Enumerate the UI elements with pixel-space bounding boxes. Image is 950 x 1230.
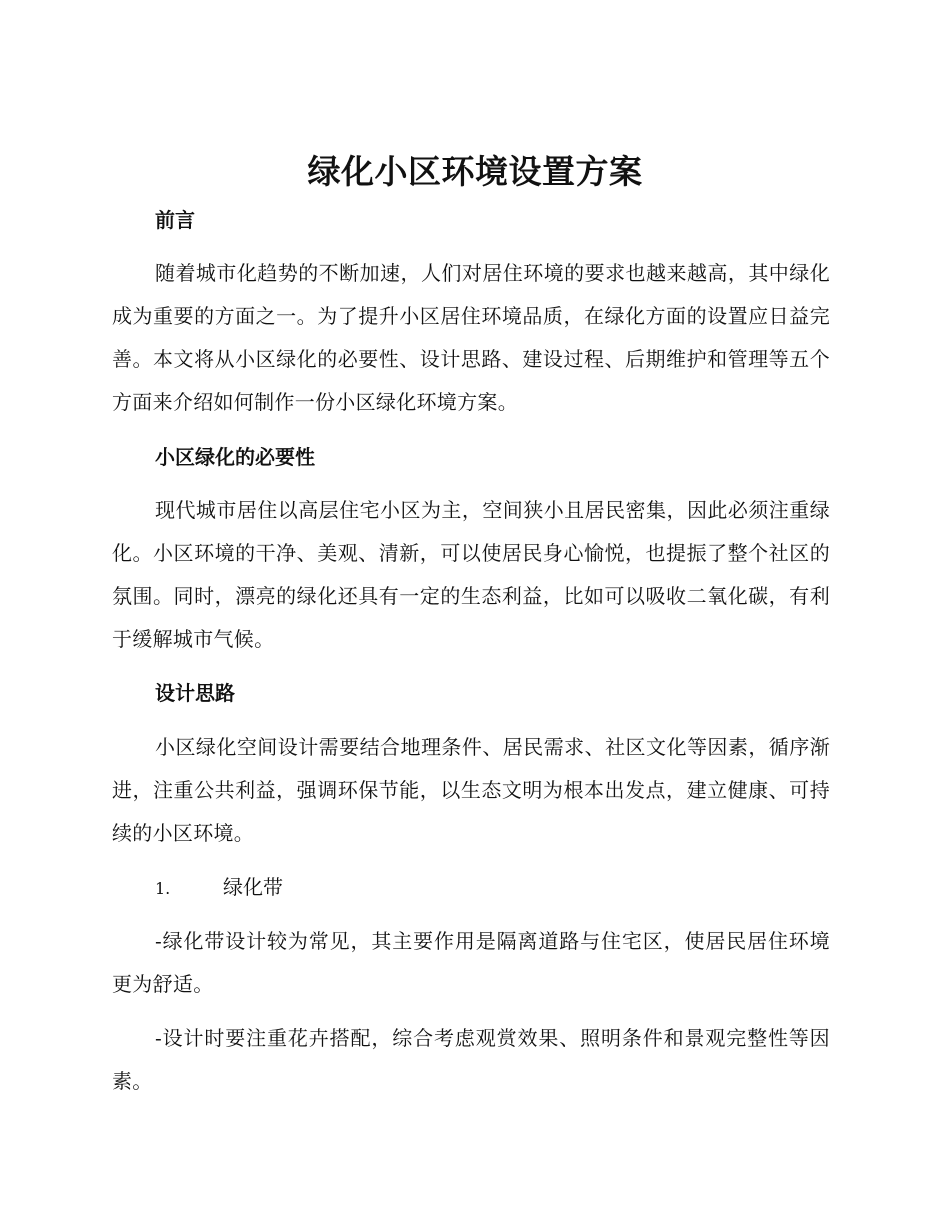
document-title: 绿化小区环境设置方案	[307, 152, 643, 191]
list-item-green-belt	[155, 872, 283, 904]
paragraph-design: 小区绿化空间设计需要结合地理条件、居民需求、社区文化等因素，循序渐进，注重公共利益，强调环保节能，以生态文明为根本出发点，建立健康、可持续的小区环境。	[112, 735, 830, 845]
section-heading-design: 设计思路	[155, 681, 235, 705]
section-heading-necessity: 小区绿化的必要性	[155, 445, 315, 469]
paragraph-bullet-1: -绿化带设计较为常见，其主要作用是隔离道路与住宅区，使居民居住环境更为舒适。	[112, 929, 830, 996]
paragraph-bullet-2: -设计时要注重花卉搭配，综合考虑观赏效果、照明条件和景观完整性等因素。	[112, 1026, 830, 1093]
paragraph-preface: 随着城市化趋势的不断加速，人们对居住环境的要求也越来越高，其中绿化成为重要的方面之一。为了提升小区居住环境品质，在绿化方面的设置应日益完善。本文将从小区绿化的必要性、设计思路、建设过程、后期维护和管理等五个方面来介绍如何制作一份小区绿化环境方案。	[112, 261, 830, 414]
list-item-label: 绿化带	[223, 875, 283, 899]
section-heading-preface: 前言	[155, 208, 195, 232]
list-item-number: 1.	[155, 879, 171, 898]
paragraph-necessity: 现代城市居住以高层住宅小区为主，空间狭小且居民密集，因此必须注重绿化。小区环境的干净、美观、清新，可以使居民身心愉悦，也提振了整个社区的氛围。同时，漂亮的绿化还具有一定的生态利益，比如可以吸收二氧化碳，有利于缓解城市气候。	[112, 498, 830, 651]
